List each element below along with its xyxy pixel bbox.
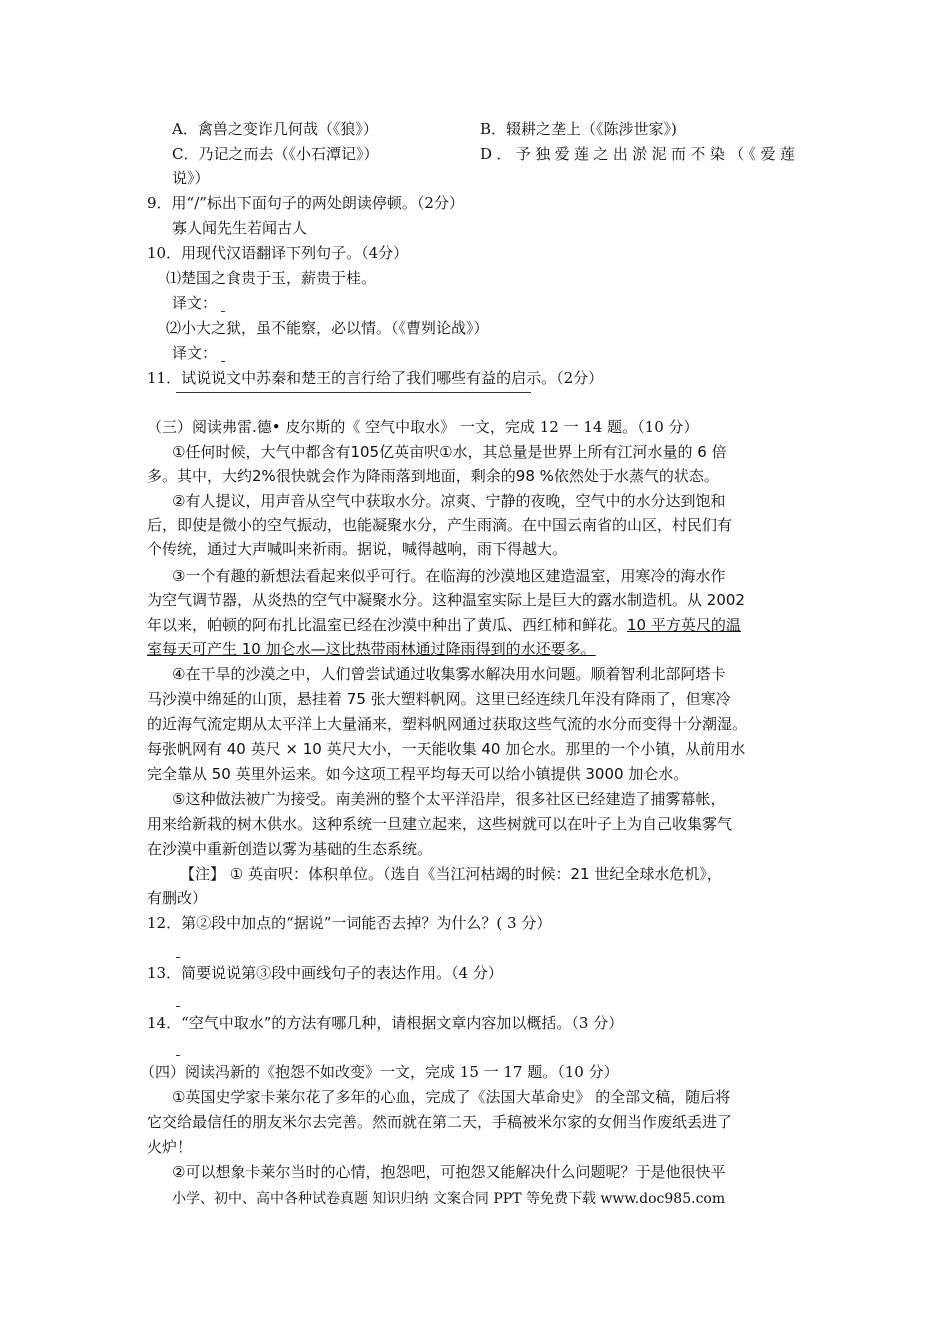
q10-prompt: 10．用现代汉语翻译下列句子。（4分） xyxy=(147,244,409,262)
q8-option-d-cont: 说》） xyxy=(172,169,210,187)
answer-blank xyxy=(176,1055,180,1056)
q8-option-b: B．辍耕之垄上（《陈涉世家》) xyxy=(480,120,677,138)
q8-option-d: D．予独爱莲之出淤泥而不染（《爱莲 xyxy=(480,145,800,163)
q11-prompt: 11．试说说文中苏秦和楚王的言行给了我们哪些有益的启示。（2分） xyxy=(147,369,604,387)
s3-p4-line3: 的近海气流定期从太平洋上大量涌来，塑料帆网通过获取这些气流的水分而变得十分潮湿。 xyxy=(147,715,748,733)
s3-p5-line3: 在沙漠中重新创造以雾为基础的生态系统。 xyxy=(147,840,433,858)
q10-translation-label-2: 译文： xyxy=(172,344,218,362)
s3-p3-line2: 为空气调节器，从炎热的空气中凝聚水分。这种温室实际上是巨大的露水制造机。从 2002 xyxy=(147,591,745,609)
s3-p3-line3-text: 年以来，帕顿的阿布扎比温室已经在沙漠中种出了黄瓜、西红柿和鲜花。 xyxy=(147,616,628,634)
q14-prompt: 14．“空气中取水”的方法有哪几种，请根据文章内容加以概括。（3 分） xyxy=(147,1014,624,1032)
s4-p1-line2: 它交给最信任的朋友米尔去完善。然而就在第二天，手稿被米尔家的女佣当作废纸丢进了 xyxy=(147,1113,733,1131)
q8-option-a: A．禽兽之变诈几何哉（《狼》） xyxy=(172,120,378,138)
q10-sentence-1: ⑴楚国之食贵于玉，薪贵于桂。 xyxy=(166,269,377,287)
s3-p3-underlined-sentence-start: 10 平方英尺的温 xyxy=(627,616,741,634)
q8-option-c: C．乃记之而去（《小石潭记》） xyxy=(172,145,379,163)
s3-p2-line1: ②有人提议，用声音从空气中获取水分。凉爽、宁静的夜晚，空气中的水分达到饱和 xyxy=(172,492,726,510)
s3-p4-line2: 马沙漠中绵延的山顶，悬挂着 75 张大塑料帆网。这里已经连续几年没有降雨了，但寒冷 xyxy=(147,690,731,708)
s3-note-line1: 【注】 ① 英亩呎：体积单位。（选自《当江河枯竭的时候：21 世纪全球水危机》， xyxy=(180,865,722,883)
s3-p1-line2: 多。其中，大约2%很快就会作为降雨落到地面，剩余的98 %依然处于水蒸气的状态。 xyxy=(147,467,719,485)
s3-p2-line3: 个传统，通过大声喊叫来祈雨。据说，喊得越响，雨下得越大。 xyxy=(147,540,568,558)
q10-sentence-2: ⑵小大之狱，虽不能察，必以情。（《曹刿论战》） xyxy=(166,319,489,337)
page-footer: 小学、初中、高中各种试卷真题 知识归纳 文案合同 PPT 等免费下载 www.doc985.com xyxy=(172,1191,726,1207)
s4-p2-line1: ②可以想象卡莱尔当时的心情，抱怨吧，可抱怨又能解决什么问题呢？于是他很快平 xyxy=(172,1163,726,1181)
s3-p3-line1: ③一个有趣的新想法看起来似乎可行。在临海的沙漠地区建造温室，用寒冷的海水作 xyxy=(172,567,726,585)
s3-p5-line1: ⑤这种做法被广为接受。南美洲的整个太平洋沿岸，很多社区已经建造了捕雾幕帐， xyxy=(172,790,726,808)
q9-prompt: 9．用“/”标出下面句子的两处朗读停顿。（2分） xyxy=(147,194,464,212)
q12-prompt: 12．第②段中加点的“据说”一词能否去掉？为什么？( 3 分） xyxy=(147,914,552,932)
s3-p4-line1: ④在干旱的沙漠之中，人们曾尝试通过收集雾水解决用水问题。顺着智利北部阿塔卡 xyxy=(172,665,726,683)
answer-blank xyxy=(176,1006,180,1007)
s3-p3-underlined-sentence-end: 室每天可产生 10 加仑水—这比热带雨林通过降雨得到的水还要多。 xyxy=(147,640,596,658)
q10-translation-label-1: 译文： xyxy=(172,294,218,312)
answer-blank xyxy=(176,957,180,958)
q11-answer-line xyxy=(176,392,531,393)
s3-p2-line2: 后，即使是微小的空气振动，也能凝聚水分，产生雨滴。在中国云南省的山区，村民们有 xyxy=(147,516,733,534)
s3-p5-line2: 用来给新栽的树木供水。这种系统一旦建立起来，这些树就可以在叶子上为自己收集雾气 xyxy=(147,815,733,833)
s3-p4-line5: 完全靠从 50 英里外运来。如今这项工程平均每天可以给小镇提供 3000 加仑水。 xyxy=(147,765,689,783)
s3-p4-line4: 每张帆网有 40 英尺 × 10 英尺大小，一天能收集 40 加仑水。那里的一个小镇，从前用水 xyxy=(147,740,746,758)
q9-sentence: 寡人闻先生若闻古人 xyxy=(172,219,308,237)
s4-p1-line3: 火炉！ xyxy=(147,1138,193,1156)
s3-note-line2: 有删改） xyxy=(147,889,208,907)
q13-prompt: 13．简要说说第③段中画线句子的表达作用。（4 分） xyxy=(147,964,503,982)
section-4-heading: （四）阅读冯新的《抱怨不如改变》一文，完成 15 一 17 题。（10 分） xyxy=(140,1063,619,1081)
answer-blank xyxy=(221,311,225,312)
s4-p1-line1: ①英国史学家卡莱尔花了多年的心血，完成了《法国大革命史》 的全部文稿，随后将 xyxy=(172,1088,731,1106)
s3-p3-line3 xyxy=(147,615,741,635)
s3-p1-line1: ①任何时候，大气中都含有105亿英亩呎①水，其总量是世界上所有江河水量的 6 倍 xyxy=(172,443,727,461)
answer-blank xyxy=(221,361,225,362)
section-3-heading: （三）阅读弗雷.德• 皮尔斯的《 空气中取水》 一文，完成 12 一 14 题。（10 分） xyxy=(147,418,699,436)
